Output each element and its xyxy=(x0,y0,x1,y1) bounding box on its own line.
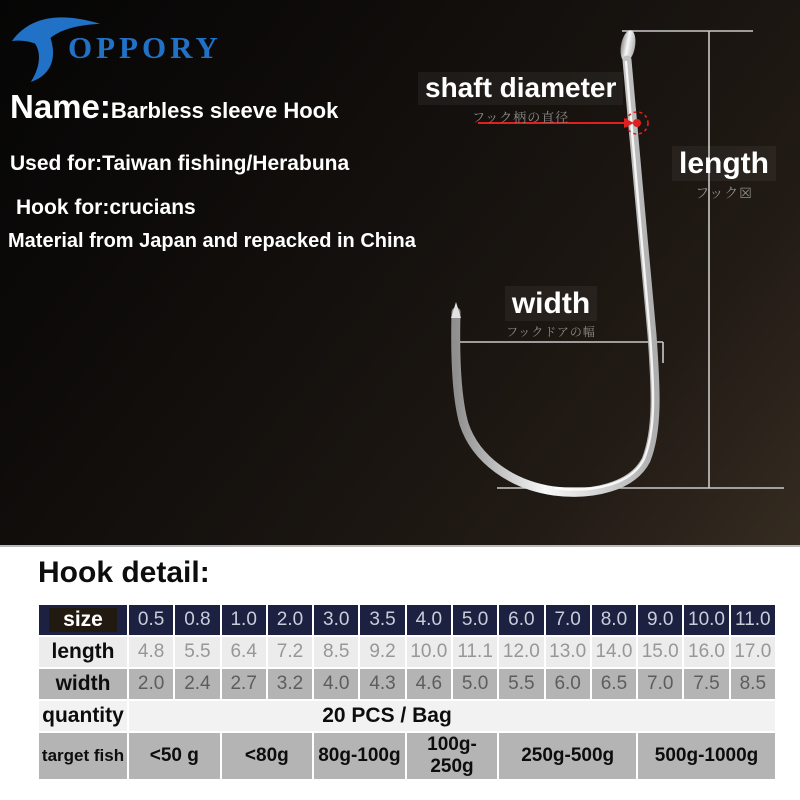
length-cell: 4.8 xyxy=(129,637,173,667)
width-cell: 7.5 xyxy=(684,669,728,699)
quantity-row-label: quantity xyxy=(39,701,127,731)
length-row xyxy=(39,637,775,667)
width-cell: 6.5 xyxy=(592,669,636,699)
length-cell: 14.0 xyxy=(592,637,636,667)
length-cell: 11.1 xyxy=(453,637,497,667)
size-cell: 1.0 xyxy=(222,605,266,635)
width-cell: 6.0 xyxy=(546,669,590,699)
target-fish-row-label: target fish xyxy=(39,733,127,779)
size-cell: 6.0 xyxy=(499,605,543,635)
quantity-value: 20 PCS / Bag xyxy=(129,701,775,731)
length-label-en: length xyxy=(672,146,776,181)
shaft-diameter-label xyxy=(418,72,623,126)
target-fish-cell: <80g xyxy=(222,733,313,779)
size-cell: 0.5 xyxy=(129,605,173,635)
used-for-line: Used for:Taiwan fishing/Herabuna xyxy=(10,152,350,175)
length-cell: 8.5 xyxy=(314,637,358,667)
size-row xyxy=(39,605,775,635)
size-cell: 4.0 xyxy=(407,605,451,635)
width-cell: 2.4 xyxy=(175,669,219,699)
size-cell: 2.0 xyxy=(268,605,312,635)
width-cell: 7.0 xyxy=(638,669,682,699)
width-cell: 5.5 xyxy=(499,669,543,699)
size-cell: 3.5 xyxy=(360,605,404,635)
width-measure-line xyxy=(452,342,663,363)
size-row-label: size xyxy=(49,608,117,632)
name-value: Barbless sleeve Hook xyxy=(110,98,339,123)
length-cell: 15.0 xyxy=(638,637,682,667)
product-name-line xyxy=(10,88,338,126)
length-cell: 7.2 xyxy=(268,637,312,667)
length-cell: 13.0 xyxy=(546,637,590,667)
shaft-diameter-label-en: shaft diameter xyxy=(418,72,623,105)
hook-for-line: Hook for:crucians xyxy=(16,196,196,219)
length-label-jp: フック☒ xyxy=(695,185,753,201)
size-cell: 11.0 xyxy=(731,605,775,635)
size-cell: 8.0 xyxy=(592,605,636,635)
brand-logo xyxy=(6,4,226,84)
length-cell: 9.2 xyxy=(360,637,404,667)
width-cell: 8.5 xyxy=(731,669,775,699)
width-label-en: width xyxy=(505,286,597,321)
size-cell: 3.0 xyxy=(314,605,358,635)
name-label: Name: xyxy=(10,88,111,125)
length-cell: 10.0 xyxy=(407,637,451,667)
width-row xyxy=(39,669,775,699)
spec-table xyxy=(37,603,777,781)
target-fish-cell: 250g-500g xyxy=(499,733,636,779)
size-cell: 7.0 xyxy=(546,605,590,635)
width-cell: 2.7 xyxy=(222,669,266,699)
length-cell: 6.4 xyxy=(222,637,266,667)
width-cell: 4.0 xyxy=(314,669,358,699)
size-cell: 5.0 xyxy=(453,605,497,635)
target-fish-cell: <50 g xyxy=(129,733,220,779)
width-cell: 4.6 xyxy=(407,669,451,699)
length-cell: 17.0 xyxy=(731,637,775,667)
target-fish-cell: 80g-100g xyxy=(314,733,405,779)
width-cell: 2.0 xyxy=(129,669,173,699)
target-fish-row xyxy=(39,733,775,779)
brand-logo-text: OPPORY xyxy=(68,30,222,65)
target-fish-cell: 100g-250g xyxy=(407,733,498,779)
quantity-row xyxy=(39,701,775,731)
shaft-diameter-label-jp: フック柄の直径 xyxy=(472,109,570,125)
length-cell: 16.0 xyxy=(684,637,728,667)
material-line: Material from Japan and repacked in China xyxy=(8,230,416,252)
width-cell: 5.0 xyxy=(453,669,497,699)
length-cell: 12.0 xyxy=(499,637,543,667)
target-fish-cell: 500g-1000g xyxy=(638,733,775,779)
width-row-label: width xyxy=(39,669,127,699)
width-label-jp: フックドアの幅 xyxy=(506,325,596,339)
size-cell: 9.0 xyxy=(638,605,682,635)
length-row-label: length xyxy=(39,637,127,667)
width-label xyxy=(496,286,606,340)
length-label xyxy=(672,146,776,203)
width-cell: 4.3 xyxy=(360,669,404,699)
size-row-label-cell xyxy=(39,605,127,635)
length-cell: 5.5 xyxy=(175,637,219,667)
detail-heading: Hook detail: xyxy=(38,556,210,589)
size-cell: 10.0 xyxy=(684,605,728,635)
width-cell: 3.2 xyxy=(268,669,312,699)
size-cell: 0.8 xyxy=(175,605,219,635)
